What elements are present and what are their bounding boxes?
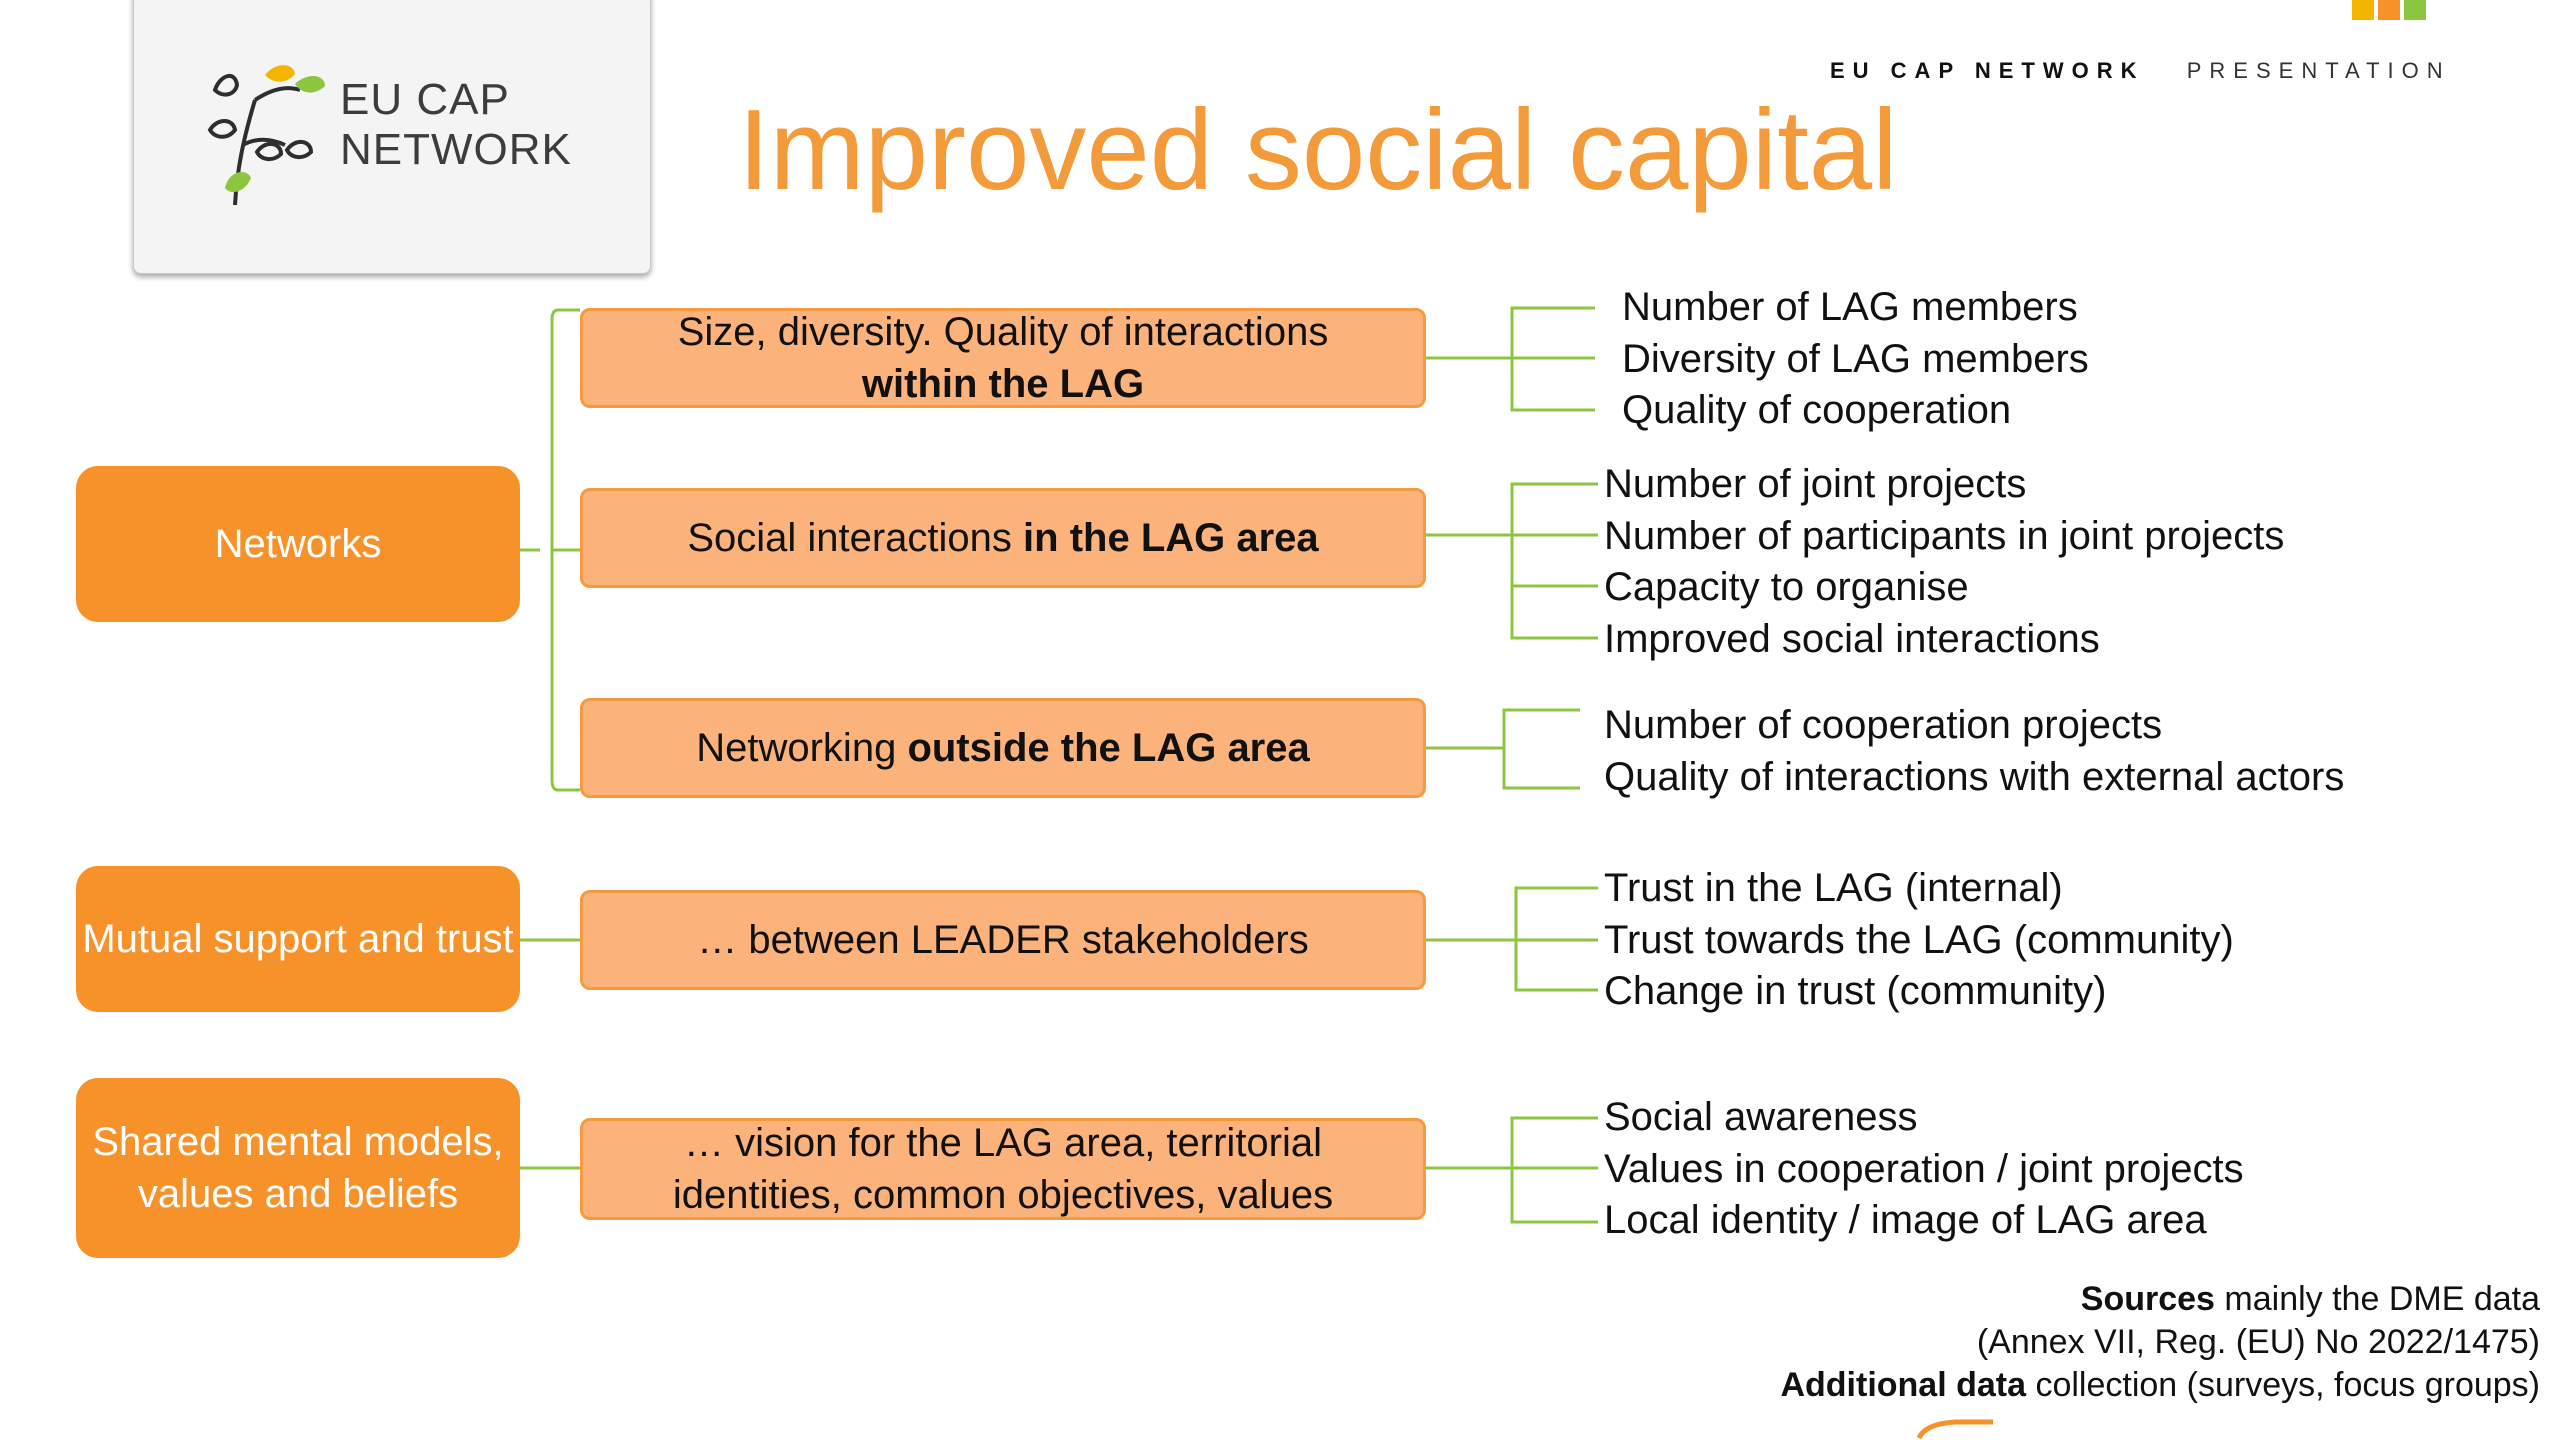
aspect-vision [580, 1118, 1426, 1220]
category-networks [76, 466, 520, 622]
indicator-list-3 [1604, 700, 2344, 803]
category-label: Shared mental models, values and beliefs [92, 1120, 504, 1216]
logo-text-line2: NETWORK [340, 125, 572, 174]
list-item: Trust in the LAG (internal) [1604, 866, 2063, 910]
aspect-within-lag [580, 308, 1426, 408]
list-item: Values in cooperation / joint projects [1604, 1146, 2244, 1191]
category-mutual-support [76, 866, 520, 1012]
indicator-list-4 [1604, 863, 2234, 1018]
aspect-text: … between LEADER stakeholders [697, 918, 1309, 962]
list-item: Capacity to organise [1604, 565, 1969, 609]
indicator-list-5 [1604, 1092, 2244, 1247]
aspect-text: … vision for the LAG area, territorial identities, common objectives, values [672, 1121, 1334, 1217]
aspect-text: Social interactions [687, 516, 1024, 560]
aspect-outside-lag-area [580, 698, 1426, 798]
page-title: Improved social capital [738, 87, 1898, 214]
category-label: Networks [214, 522, 382, 566]
brand-presentation: PRESENTATION [2186, 58, 2451, 83]
list-item: Improved social interactions [1604, 616, 2100, 661]
sources-note [1780, 1278, 2540, 1407]
indicator-list-1 [1622, 282, 2089, 437]
aspect-in-lag-area [580, 488, 1426, 588]
list-item: Quality of cooperation [1622, 388, 2012, 432]
aspect-text-bold: in the LAG area [1023, 516, 1319, 560]
aspect-text: Networking [696, 726, 908, 770]
list-item: Trust towards the LAG (community) [1604, 917, 2234, 962]
list-item: Diversity of LAG members [1622, 336, 2089, 381]
list-item: Change in trust (community) [1604, 969, 2107, 1013]
sources-text: mainly the DME data [2214, 1280, 2540, 1318]
aspect-leader-stakeholders [580, 890, 1426, 990]
indicator-list-2 [1604, 459, 2284, 665]
sources-reference: (Annex VII, Reg. (EU) No 2022/1475) [1976, 1323, 2540, 1361]
aspect-text-bold: outside the LAG area [907, 726, 1310, 770]
list-item: Number of joint projects [1604, 462, 2027, 506]
list-item: Number of cooperation projects [1604, 703, 2163, 747]
additional-data-text: collection (surveys, focus groups) [2026, 1366, 2540, 1404]
list-item: Quality of interactions with external actors [1604, 754, 2345, 799]
category-shared-mental-models [76, 1078, 520, 1258]
aspect-text-bold: within the LAG [861, 362, 1145, 406]
list-item: Number of participants in joint projects [1604, 513, 2285, 558]
list-item: Local identity / image of LAG area [1604, 1198, 2207, 1242]
brand-name: EU CAP NETWORK [1830, 58, 2145, 83]
decorative-swoosh-icon [1915, 1418, 1995, 1440]
category-label: Mutual support and trust [82, 917, 514, 961]
list-item: Social awareness [1604, 1095, 1918, 1139]
sources-label: Sources [2080, 1280, 2215, 1318]
additional-data-label: Additional data [1780, 1366, 2027, 1404]
list-item: Number of LAG members [1622, 285, 2078, 329]
aspect-text: Size, diversity. Quality of interactions [677, 310, 1329, 354]
logo-text-line1: EU CAP [340, 75, 510, 124]
